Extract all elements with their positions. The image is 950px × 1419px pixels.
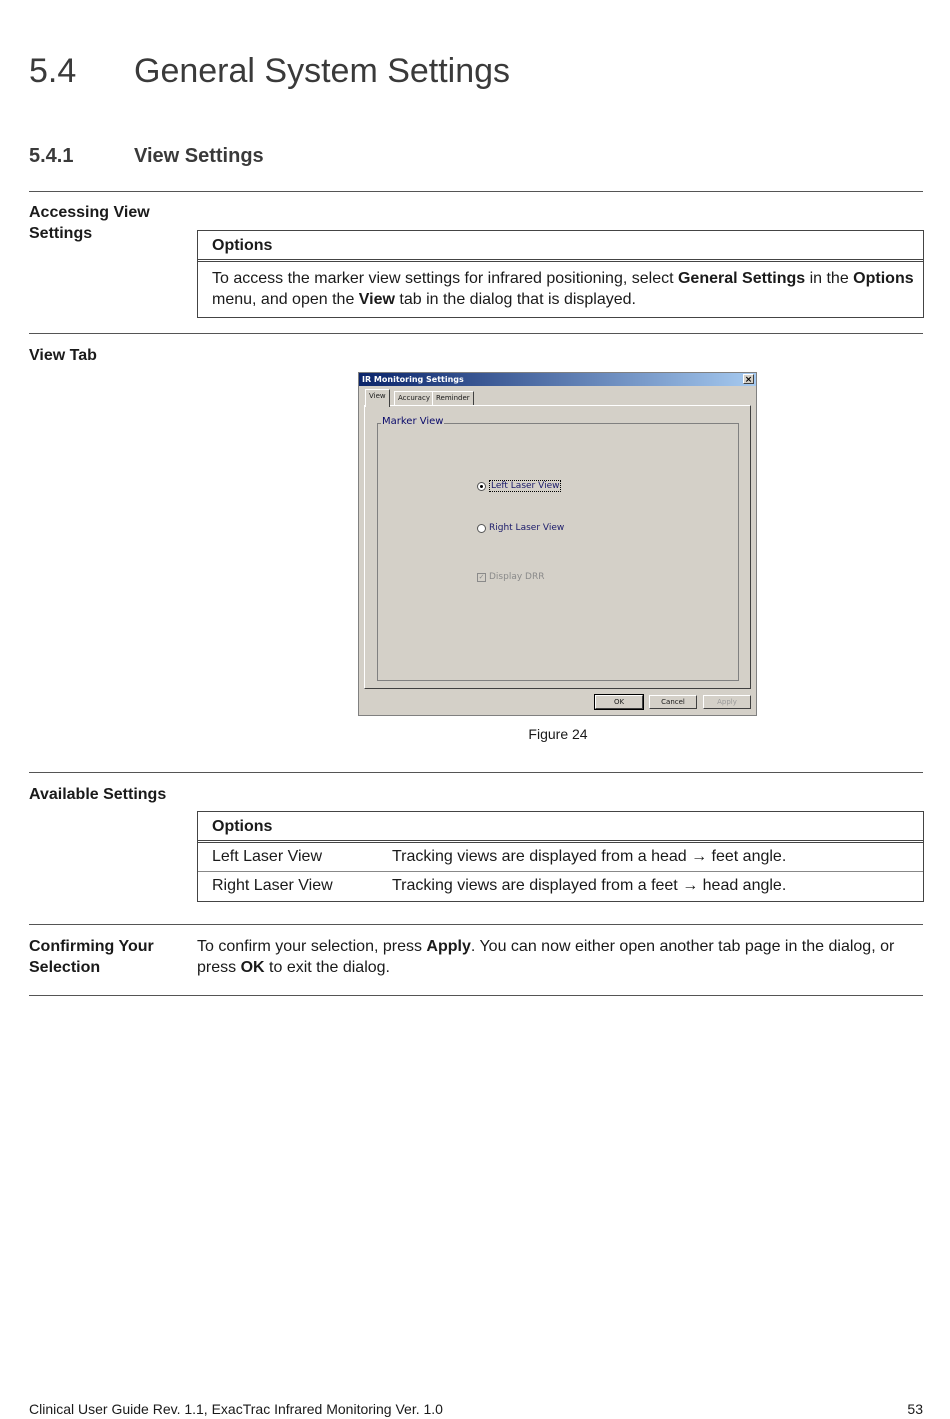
view-tab-label: View Tab — [29, 347, 97, 364]
marker-view-group — [377, 416, 739, 681]
table-row — [198, 843, 923, 872]
right-laser-view-radio[interactable]: Right Laser View — [477, 523, 564, 533]
subsection-heading — [29, 145, 264, 168]
page-number: 53 — [907, 1401, 923, 1417]
section-heading — [29, 52, 510, 91]
divider — [29, 924, 923, 925]
divider — [29, 191, 923, 192]
subsection-number: 5.4.1 — [29, 145, 74, 167]
section-title: General System Settings — [134, 52, 511, 90]
cancel-button[interactable]: Cancel — [649, 695, 697, 709]
footer-text: Clinical User Guide Rev. 1.1, ExacTrac Infrared Monitoring Ver. 1.0 — [29, 1401, 443, 1417]
tab-reminder[interactable]: Reminder — [432, 391, 474, 406]
accessing-options-box — [197, 230, 924, 318]
subsection-title: View Settings — [134, 145, 264, 167]
display-drr-checkbox[interactable]: ✓ Display DRR — [478, 572, 545, 582]
tab-view[interactable]: View — [365, 389, 390, 407]
divider — [29, 995, 923, 996]
ir-monitoring-settings-dialog — [358, 372, 757, 716]
dialog-title-bar — [359, 373, 756, 386]
accessing-text: To access the marker view settings for infrared positioning, select General Settings in the Options menu, and open the View tab in the dialog that is displayed. — [212, 270, 914, 308]
available-options-box — [197, 811, 924, 902]
setting-name: Right Laser View — [212, 877, 333, 894]
tab-panel — [364, 405, 751, 689]
setting-description: Tracking views are displayed from a feet → head angle. — [392, 877, 787, 894]
apply-button[interactable]: Apply — [703, 695, 751, 709]
options-header: Options — [198, 231, 923, 262]
tab-accuracy[interactable]: Accuracy — [394, 391, 434, 406]
checkbox-check-icon: ✓ — [478, 572, 485, 581]
figure-caption: Figure 24 — [528, 726, 588, 742]
confirm-text: To confirm your selection, press Apply. You can now either open another tab page in the dialog, or press OK to exit the dialog. — [197, 938, 895, 976]
accessing-label: Accessing View Settings — [29, 204, 150, 242]
options-header: Options — [198, 812, 923, 843]
close-icon[interactable]: × — [744, 375, 753, 385]
available-settings-label: Available Settings — [29, 786, 167, 803]
radio-selected-icon — [477, 482, 486, 491]
setting-name: Left Laser View — [212, 848, 322, 865]
setting-description: Tracking views are displayed from a head → feet angle. — [392, 848, 787, 865]
dialog-title: IR Monitoring Settings — [362, 375, 464, 384]
section-number: 5.4 — [29, 52, 77, 90]
group-title: Marker View — [382, 416, 444, 427]
table-row — [198, 872, 923, 901]
ok-button[interactable]: OK — [595, 695, 643, 709]
radio-unselected-icon — [477, 524, 486, 533]
divider — [29, 333, 923, 334]
confirm-label: Confirming Your Selection — [29, 938, 154, 976]
left-laser-view-radio[interactable]: Left Laser View — [477, 480, 561, 492]
divider — [29, 772, 923, 773]
